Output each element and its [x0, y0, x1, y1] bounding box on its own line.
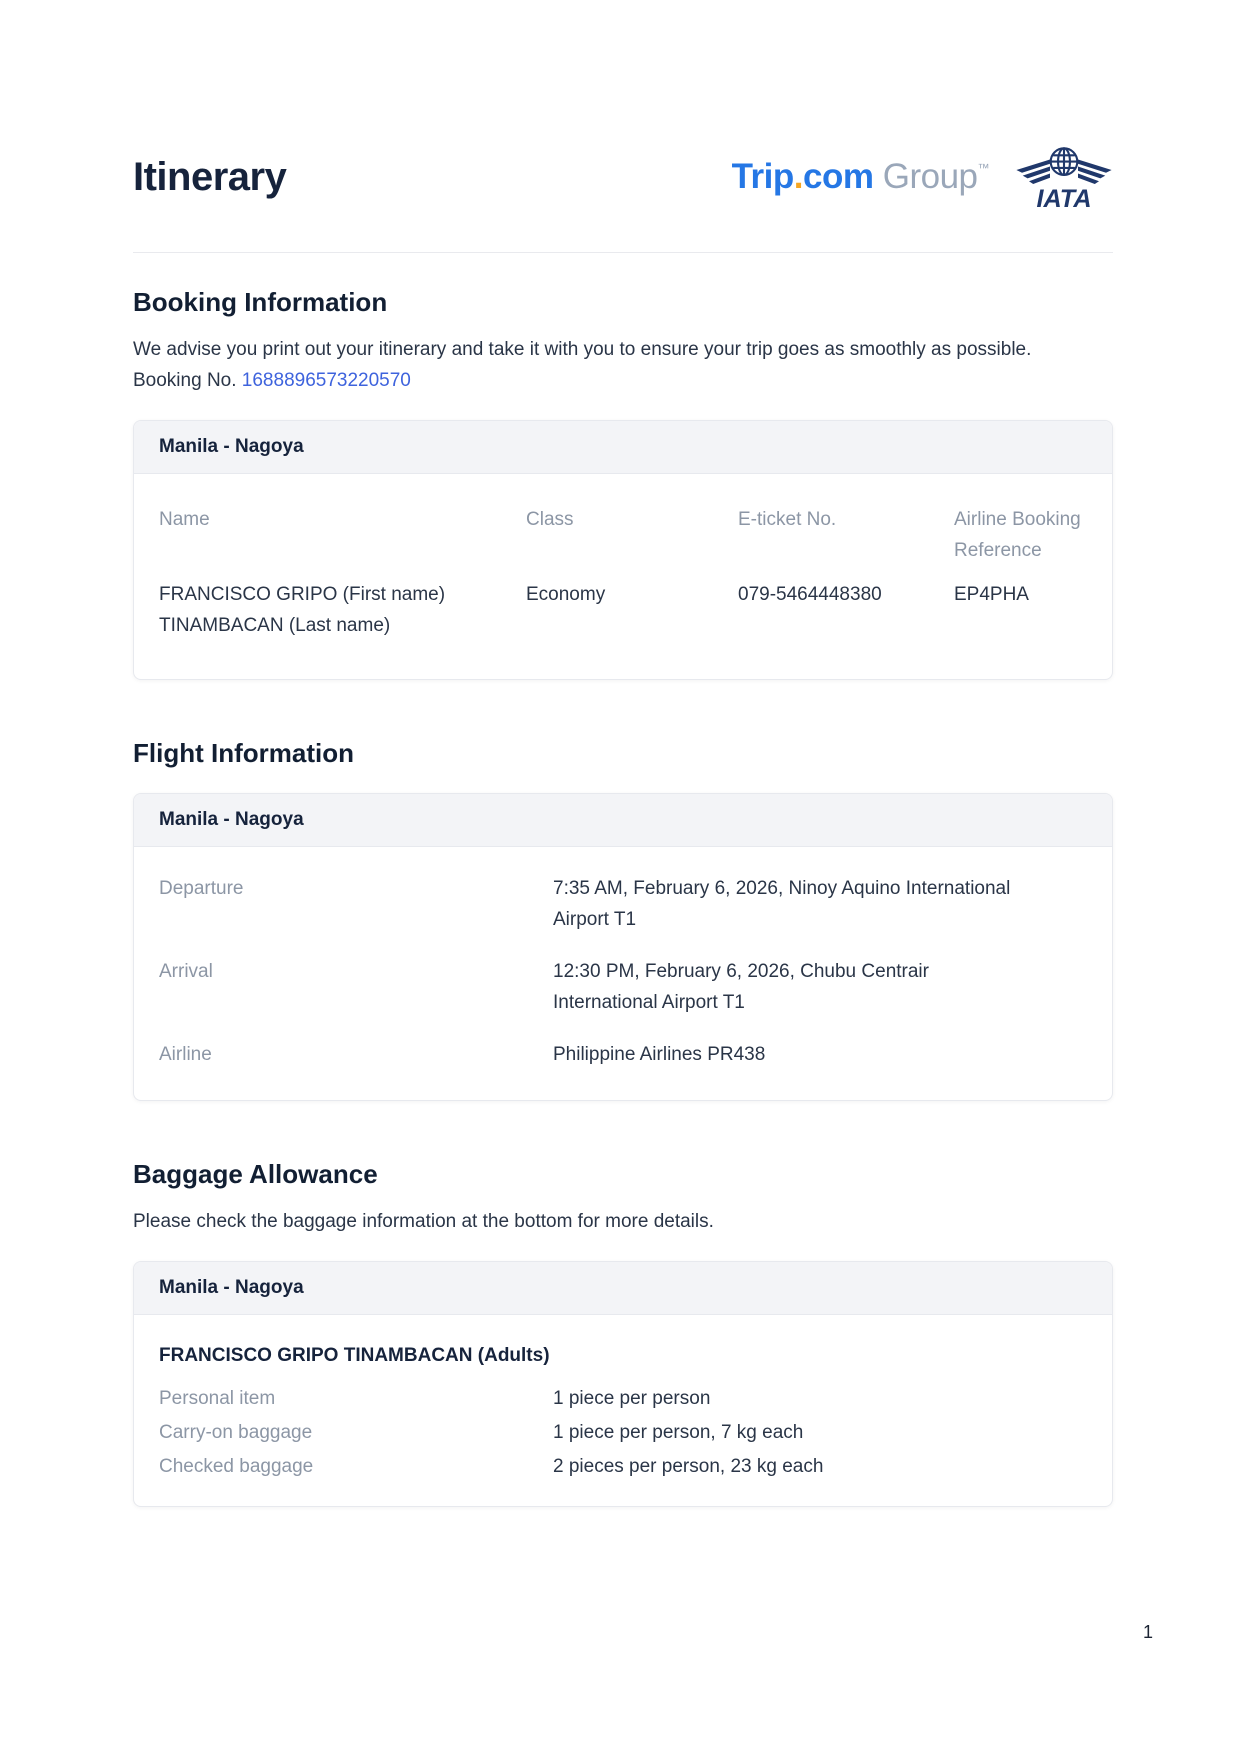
table-row	[134, 1039, 1112, 1070]
column-header-airline-booking-reference: Airline Booking Reference	[954, 509, 1081, 561]
tripcom-logo-dot: .	[793, 157, 804, 196]
arrival-label: Arrival	[159, 961, 213, 982]
section-heading-booking-information: Booking Information	[133, 287, 388, 317]
baggage-passenger-name: FRANCISCO GRIPO TINAMBACAN (Adults)	[159, 1345, 550, 1366]
booking-number-link[interactable]: 1688896573220570	[241, 370, 411, 391]
table-row	[134, 873, 1112, 935]
flight-info-body	[134, 847, 1112, 1100]
airline-label: Airline	[159, 1044, 212, 1065]
booking-info-table	[133, 420, 1113, 680]
personal-item-value: 1 piece per person	[553, 1388, 711, 1409]
route-title: Manila - Nagoya	[134, 421, 1112, 474]
baggage-allowance-table	[133, 1261, 1113, 1507]
route-title: Manila - Nagoya	[134, 1262, 1112, 1315]
iata-logo-icon	[1015, 138, 1113, 216]
arrival-value: 12:30 PM, February 6, 2026, Chubu Centrair International Airport T1	[553, 961, 929, 1013]
page-title: Itinerary	[133, 154, 287, 199]
booking-number-label: Booking No.	[133, 370, 237, 391]
table-row	[134, 579, 1112, 641]
passenger-name-cell: FRANCISCO GRIPO (First name) TINAMBACAN (Last name)	[159, 584, 446, 636]
flight-info-table	[133, 793, 1113, 1101]
tripcom-group-logo	[732, 157, 989, 197]
table-row	[134, 956, 1112, 1018]
page-header	[133, 138, 1113, 216]
table-row	[134, 1383, 1112, 1414]
departure-value: 7:35 AM, February 6, 2026, Ninoy Aquino International Airport T1	[553, 878, 1011, 930]
table-header-row	[134, 504, 1112, 566]
checked-baggage-label: Checked baggage	[159, 1456, 314, 1477]
class-cell: Economy	[526, 584, 606, 605]
baggage-body	[134, 1315, 1112, 1506]
booking-number-line	[133, 365, 1113, 396]
eticket-cell: 079-5464448380	[738, 584, 882, 605]
checked-baggage-value: 2 pieces per person, 23 kg each	[553, 1456, 824, 1477]
table-row	[134, 1451, 1112, 1482]
booking-advice-text: We advise you print out your itinerary and take it with you to ensure your trip goes as smoothly as possible.	[133, 339, 1032, 360]
iata-logo-text: IATA	[1036, 185, 1092, 214]
column-header-eticket: E-ticket No.	[738, 509, 837, 530]
personal-item-label: Personal item	[159, 1388, 276, 1409]
carry-on-baggage-value: 1 piece per person, 7 kg each	[553, 1422, 804, 1443]
baggage-note-text: Please check the baggage information at the bottom for more details.	[133, 1211, 714, 1232]
column-header-name: Name	[159, 509, 210, 530]
column-header-class: Class	[526, 509, 574, 530]
section-heading-baggage-allowance: Baggage Allowance	[133, 1159, 378, 1189]
airline-value: Philippine Airlines PR438	[553, 1044, 766, 1065]
logo-row	[732, 138, 1113, 216]
tripcom-logo-text: Trip	[731, 157, 794, 196]
route-title: Manila - Nagoya	[134, 794, 1112, 847]
trademark-symbol: ™	[977, 161, 989, 175]
header-divider	[133, 252, 1113, 253]
tripcom-logo-com: com	[803, 157, 874, 196]
section-heading-flight-information: Flight Information	[133, 738, 354, 768]
tripcom-logo-group: Group	[882, 157, 978, 196]
page-number: 1	[1143, 1622, 1154, 1642]
document-page	[133, 0, 1113, 1507]
carry-on-baggage-label: Carry-on baggage	[159, 1422, 313, 1443]
departure-label: Departure	[159, 878, 244, 899]
table-row	[134, 1417, 1112, 1448]
airline-booking-reference-cell: EP4PHA	[954, 584, 1029, 605]
